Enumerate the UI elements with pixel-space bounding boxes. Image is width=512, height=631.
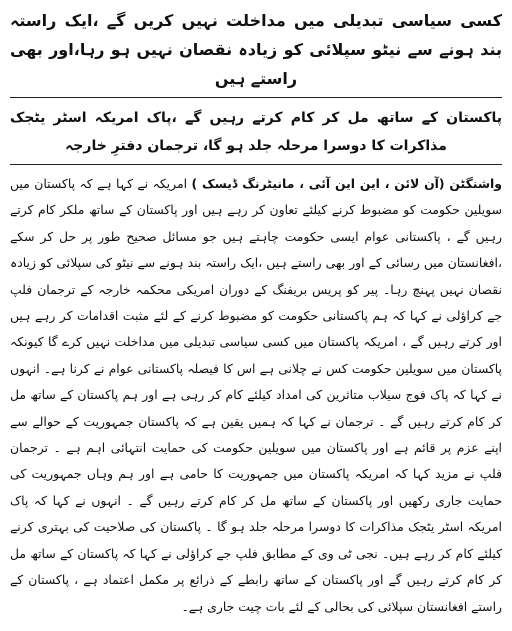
headline-divider — [10, 97, 502, 98]
article-dateline: واشنگٹن (آن لائن ، این این آئی ، مانیٹرنگ ڈیسک ) — [191, 176, 502, 191]
subheadline-divider — [10, 164, 502, 165]
article-body-text: امریکہ نے کہا ہے کہ پاکستان میں سویلین حکومت کو مضبوط کرنے کیلئے تعاون کر رہے ہیں اور پاکستان کے ساتھ ملکر کام کرتے رہیں گے ، پاکستانی عوام ایسی حکومت چاہتے ہیں جو مسائل صحیح طور پر حل کر سکے ،افغانستان میں رسائی کے اور بھی راستے ہیں ،ایک راستہ بند ہونے سے نیٹو کی سپلائی کو زیادہ نقصان نہیں پہنچ رہا۔ پیر کو پریس بریفنگ کے دوران امریکی محکمہ خارجہ کے ترجمان فلپ جے کراؤلی نے کہا کہ ہم پاکستانی حکومت کو مضبوط کرنے کے لئے مثبت اقدامات کر رہے ہیں اور کرتے رہیں گے ، امریکہ پاکستان میں کسی سیاسی تبدیلی میں مداخلت نہیں کرے گا کیونکہ پاکستان میں سویلین حکومت کس نے چلانی ہے اس کا فیصلہ پاکستانی عوام نے کرنا ہے۔ انہوں نے کہا کہ پاک فوج سیلاب متاثرین کی امداد کیلئے کام کر رہی ہے اور ہم پاکستان کے ساتھ مل کر کام کرتے رہیں گے ۔ ترجمان نے کہا کہ ہمیں یقین ہے کہ پاکستان جمہوریت کے حوالے سے اپنے عزم پر قائم ہے اور پاکستان میں سویلین حکومت کی حمایت انتہائی اہم ہے ۔ ترجمان فلپ نے مزید کہا کہ امریکہ پاکستان میں جمہوریت کا حامی ہے اور ہم وہاں جمہوریت کی حمایت جاری رکھیں اور پاکستان کے ساتھ مل کر کام کرتے رہیں گے ۔ انہوں نے کہا کہ پاک امریکہ اسٹر یٹجک مذاکرات کا دوسرا مرحلہ جلد ہو گا ۔ پاکستان کی صلاحیت کی بہتری کرنے کیلئے کام کر رہے ہیں۔ نجی ٹی وی کے مطابق فلپ جے کراؤلی نے کہا کہ پاکستان کے ساتھ مل کر کام کرتے رہیں گے اور پاکستان کے ساتھ رابطے کے ذرائع پر مکمل اعتماد ہے ، پاکستان کے راستے افغانستان سپلائی کی بحالی کے لئے بات چیت جاری ہے۔ — [10, 176, 502, 614]
article-body — [10, 171, 502, 620]
subheadline: پاکستان کے ساتھ مل کر کام کرتے رہیں گے ،پاک امریکہ اسٹر یٹجک مذاکرات کا دوسرا مرحلہ جلد ہو گا، ترجمان دفترِ خارجہ — [10, 110, 502, 154]
headline: کسی سیاسی تبدیلی میں مداخلت نہیں کریں گے ،ایک راستہ بند ہونے سے نیٹو سپلائی کو زیادہ نقصان نہیں ہو رہا،اور بھی راستے ہیں — [10, 11, 502, 88]
